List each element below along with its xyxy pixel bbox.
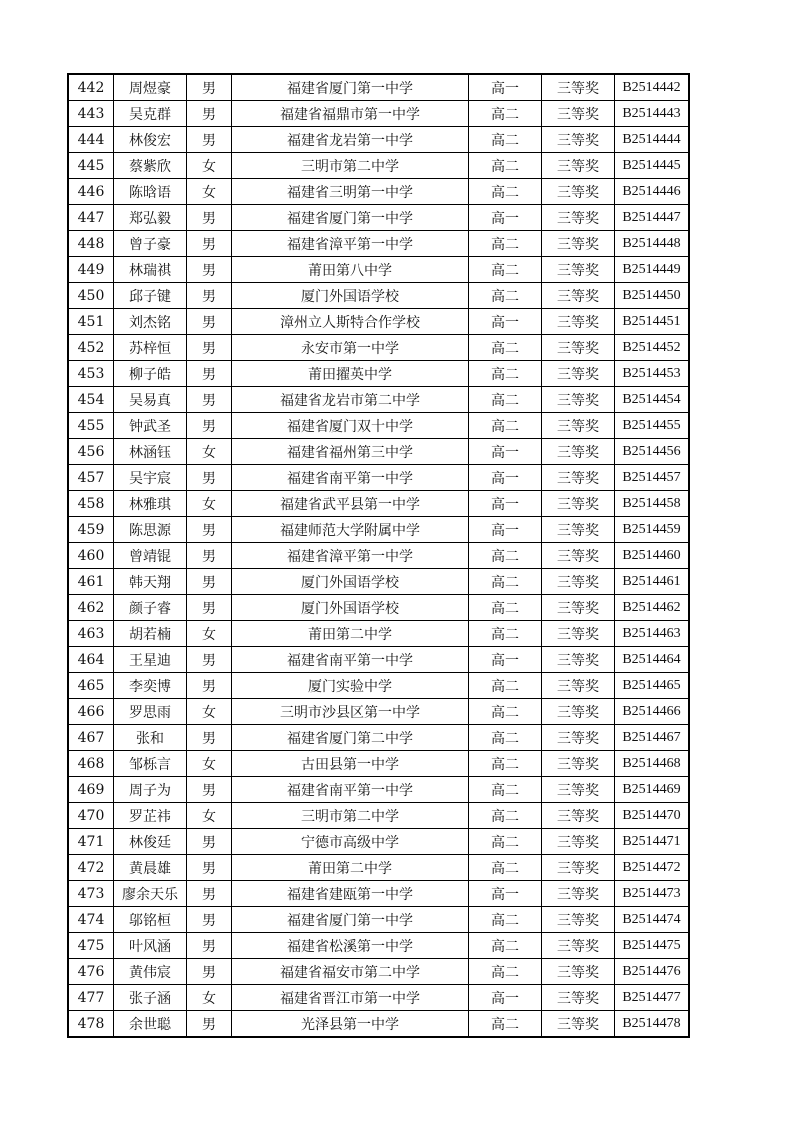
table-row xyxy=(68,179,689,205)
student-name: 张和 xyxy=(114,725,187,751)
grade: 高二 xyxy=(469,777,542,803)
student-name: 郑弘毅 xyxy=(114,205,187,231)
certificate-number: B2514465 xyxy=(615,673,690,699)
table-row xyxy=(68,751,689,777)
table-row xyxy=(68,153,689,179)
student-name: 周煜豪 xyxy=(114,74,187,101)
student-gender: 男 xyxy=(187,101,232,127)
school-name: 永安市第一中学 xyxy=(232,335,469,361)
award-level: 三等奖 xyxy=(542,101,615,127)
award-level: 三等奖 xyxy=(542,933,615,959)
award-level: 三等奖 xyxy=(542,413,615,439)
grade: 高二 xyxy=(469,387,542,413)
school-name: 福建省龙岩市第二中学 xyxy=(232,387,469,413)
school-name: 福建省厦门第二中学 xyxy=(232,725,469,751)
award-level: 三等奖 xyxy=(542,751,615,777)
table-row xyxy=(68,74,689,101)
table-row xyxy=(68,309,689,335)
certificate-number: B2514469 xyxy=(615,777,690,803)
award-level: 三等奖 xyxy=(542,569,615,595)
row-number: 458 xyxy=(68,491,114,517)
grade: 高二 xyxy=(469,257,542,283)
award-table xyxy=(67,73,690,1038)
grade: 高二 xyxy=(469,725,542,751)
certificate-number: B2514474 xyxy=(615,907,690,933)
student-name: 罗思雨 xyxy=(114,699,187,725)
table-row xyxy=(68,413,689,439)
school-name: 三明市第二中学 xyxy=(232,803,469,829)
student-gender: 男 xyxy=(187,257,232,283)
certificate-number: B2514449 xyxy=(615,257,690,283)
table-row xyxy=(68,517,689,543)
school-name: 古田县第一中学 xyxy=(232,751,469,777)
school-name: 福建省三明第一中学 xyxy=(232,179,469,205)
certificate-number: B2514442 xyxy=(615,74,690,101)
school-name: 福建省南平第一中学 xyxy=(232,647,469,673)
award-level: 三等奖 xyxy=(542,127,615,153)
certificate-number: B2514456 xyxy=(615,439,690,465)
school-name: 福建省厦门第一中学 xyxy=(232,205,469,231)
student-gender: 女 xyxy=(187,153,232,179)
grade: 高一 xyxy=(469,985,542,1011)
student-gender: 男 xyxy=(187,647,232,673)
certificate-number: B2514464 xyxy=(615,647,690,673)
grade: 高二 xyxy=(469,595,542,621)
award-level: 三等奖 xyxy=(542,543,615,569)
award-level: 三等奖 xyxy=(542,309,615,335)
school-name: 三明市沙县区第一中学 xyxy=(232,699,469,725)
student-name: 邬铭桓 xyxy=(114,907,187,933)
school-name: 福建省龙岩第一中学 xyxy=(232,127,469,153)
school-name: 福建省南平第一中学 xyxy=(232,777,469,803)
certificate-number: B2514473 xyxy=(615,881,690,907)
table-row xyxy=(68,569,689,595)
table-row xyxy=(68,777,689,803)
student-name: 王星迪 xyxy=(114,647,187,673)
table-row xyxy=(68,907,689,933)
award-level: 三等奖 xyxy=(542,205,615,231)
school-name: 漳州立人斯特合作学校 xyxy=(232,309,469,335)
school-name: 光泽县第一中学 xyxy=(232,1011,469,1038)
table-row xyxy=(68,387,689,413)
row-number: 476 xyxy=(68,959,114,985)
grade: 高一 xyxy=(469,205,542,231)
row-number: 478 xyxy=(68,1011,114,1038)
row-number: 448 xyxy=(68,231,114,257)
award-level: 三等奖 xyxy=(542,231,615,257)
table-row xyxy=(68,335,689,361)
grade: 高二 xyxy=(469,621,542,647)
table-row xyxy=(68,647,689,673)
table-row xyxy=(68,1011,689,1038)
table-row xyxy=(68,491,689,517)
student-gender: 男 xyxy=(187,335,232,361)
row-number: 459 xyxy=(68,517,114,543)
award-level: 三等奖 xyxy=(542,881,615,907)
award-level: 三等奖 xyxy=(542,179,615,205)
school-name: 福建省厦门第一中学 xyxy=(232,907,469,933)
student-name: 刘杰铭 xyxy=(114,309,187,335)
grade: 高二 xyxy=(469,855,542,881)
student-gender: 男 xyxy=(187,309,232,335)
grade: 高一 xyxy=(469,74,542,101)
school-name: 福建省建瓯第一中学 xyxy=(232,881,469,907)
certificate-number: B2514478 xyxy=(615,1011,690,1038)
student-name: 吴宇宸 xyxy=(114,465,187,491)
student-gender: 女 xyxy=(187,439,232,465)
table-row xyxy=(68,595,689,621)
grade: 高二 xyxy=(469,751,542,777)
student-gender: 男 xyxy=(187,777,232,803)
grade: 高一 xyxy=(469,647,542,673)
student-name: 钟武圣 xyxy=(114,413,187,439)
award-level: 三等奖 xyxy=(542,74,615,101)
school-name: 福建省武平县第一中学 xyxy=(232,491,469,517)
student-name: 林雅琪 xyxy=(114,491,187,517)
certificate-number: B2514459 xyxy=(615,517,690,543)
student-gender: 男 xyxy=(187,465,232,491)
certificate-number: B2514455 xyxy=(615,413,690,439)
table-row xyxy=(68,985,689,1011)
award-level: 三等奖 xyxy=(542,621,615,647)
school-name: 福建省厦门第一中学 xyxy=(232,74,469,101)
award-level: 三等奖 xyxy=(542,517,615,543)
student-gender: 女 xyxy=(187,803,232,829)
student-name: 蔡紫欣 xyxy=(114,153,187,179)
certificate-number: B2514470 xyxy=(615,803,690,829)
student-name: 吴易真 xyxy=(114,387,187,413)
student-name: 林瑞祺 xyxy=(114,257,187,283)
school-name: 福建省福安市第二中学 xyxy=(232,959,469,985)
student-gender: 男 xyxy=(187,829,232,855)
school-name: 厦门外国语学校 xyxy=(232,569,469,595)
table-row xyxy=(68,543,689,569)
student-gender: 男 xyxy=(187,725,232,751)
certificate-number: B2514463 xyxy=(615,621,690,647)
row-number: 471 xyxy=(68,829,114,855)
row-number: 446 xyxy=(68,179,114,205)
student-name: 胡若楠 xyxy=(114,621,187,647)
student-gender: 男 xyxy=(187,74,232,101)
row-number: 455 xyxy=(68,413,114,439)
student-name: 廖余天乐 xyxy=(114,881,187,907)
row-number: 449 xyxy=(68,257,114,283)
student-gender: 男 xyxy=(187,543,232,569)
student-name: 吴克群 xyxy=(114,101,187,127)
school-name: 莆田第二中学 xyxy=(232,621,469,647)
grade: 高二 xyxy=(469,335,542,361)
grade: 高二 xyxy=(469,907,542,933)
student-gender: 男 xyxy=(187,959,232,985)
table-row xyxy=(68,361,689,387)
award-level: 三等奖 xyxy=(542,335,615,361)
student-gender: 男 xyxy=(187,933,232,959)
student-gender: 男 xyxy=(187,413,232,439)
school-name: 福建省松溪第一中学 xyxy=(232,933,469,959)
award-level: 三等奖 xyxy=(542,855,615,881)
certificate-number: B2514443 xyxy=(615,101,690,127)
student-name: 陈晗语 xyxy=(114,179,187,205)
grade: 高二 xyxy=(469,829,542,855)
student-name: 陈思源 xyxy=(114,517,187,543)
award-level: 三等奖 xyxy=(542,699,615,725)
school-name: 莆田擢英中学 xyxy=(232,361,469,387)
certificate-number: B2514452 xyxy=(615,335,690,361)
row-number: 469 xyxy=(68,777,114,803)
student-name: 邹栎言 xyxy=(114,751,187,777)
grade: 高二 xyxy=(469,543,542,569)
student-gender: 女 xyxy=(187,179,232,205)
grade: 高二 xyxy=(469,1011,542,1038)
certificate-number: B2514454 xyxy=(615,387,690,413)
student-gender: 男 xyxy=(187,1011,232,1038)
table-row xyxy=(68,439,689,465)
award-level: 三等奖 xyxy=(542,361,615,387)
student-name: 柳子皓 xyxy=(114,361,187,387)
certificate-number: B2514462 xyxy=(615,595,690,621)
certificate-number: B2514453 xyxy=(615,361,690,387)
row-number: 462 xyxy=(68,595,114,621)
row-number: 450 xyxy=(68,283,114,309)
school-name: 厦门外国语学校 xyxy=(232,283,469,309)
student-name: 罗芷祎 xyxy=(114,803,187,829)
table-row xyxy=(68,803,689,829)
certificate-number: B2514444 xyxy=(615,127,690,153)
school-name: 福建省南平第一中学 xyxy=(232,465,469,491)
grade: 高二 xyxy=(469,699,542,725)
school-name: 福建省福州第三中学 xyxy=(232,439,469,465)
award-level: 三等奖 xyxy=(542,257,615,283)
certificate-number: B2514476 xyxy=(615,959,690,985)
row-number: 465 xyxy=(68,673,114,699)
row-number: 442 xyxy=(68,74,114,101)
award-level: 三等奖 xyxy=(542,283,615,309)
grade: 高二 xyxy=(469,959,542,985)
school-name: 福建省福鼎市第一中学 xyxy=(232,101,469,127)
student-gender: 男 xyxy=(187,881,232,907)
school-name: 三明市第二中学 xyxy=(232,153,469,179)
certificate-number: B2514460 xyxy=(615,543,690,569)
award-level: 三等奖 xyxy=(542,725,615,751)
grade: 高一 xyxy=(469,465,542,491)
table-row xyxy=(68,127,689,153)
award-level: 三等奖 xyxy=(542,829,615,855)
student-gender: 女 xyxy=(187,621,232,647)
school-name: 莆田第二中学 xyxy=(232,855,469,881)
certificate-number: B2514448 xyxy=(615,231,690,257)
certificate-number: B2514447 xyxy=(615,205,690,231)
student-gender: 男 xyxy=(187,595,232,621)
student-gender: 男 xyxy=(187,127,232,153)
certificate-number: B2514477 xyxy=(615,985,690,1011)
certificate-number: B2514475 xyxy=(615,933,690,959)
award-level: 三等奖 xyxy=(542,673,615,699)
student-name: 余世聪 xyxy=(114,1011,187,1038)
row-number: 456 xyxy=(68,439,114,465)
certificate-number: B2514466 xyxy=(615,699,690,725)
table-row xyxy=(68,205,689,231)
table-body xyxy=(68,74,689,1037)
student-name: 曾子豪 xyxy=(114,231,187,257)
grade: 高一 xyxy=(469,517,542,543)
certificate-number: B2514461 xyxy=(615,569,690,595)
grade: 高二 xyxy=(469,101,542,127)
certificate-number: B2514467 xyxy=(615,725,690,751)
table-row xyxy=(68,257,689,283)
school-name: 宁德市高级中学 xyxy=(232,829,469,855)
school-name: 厦门实验中学 xyxy=(232,673,469,699)
row-number: 472 xyxy=(68,855,114,881)
row-number: 454 xyxy=(68,387,114,413)
table-row xyxy=(68,465,689,491)
table-row xyxy=(68,725,689,751)
table-row xyxy=(68,959,689,985)
row-number: 453 xyxy=(68,361,114,387)
student-gender: 男 xyxy=(187,231,232,257)
student-name: 林涵钰 xyxy=(114,439,187,465)
student-name: 林俊宏 xyxy=(114,127,187,153)
award-level: 三等奖 xyxy=(542,647,615,673)
student-gender: 男 xyxy=(187,569,232,595)
certificate-number: B2514446 xyxy=(615,179,690,205)
row-number: 468 xyxy=(68,751,114,777)
student-gender: 男 xyxy=(187,205,232,231)
grade: 高二 xyxy=(469,283,542,309)
student-name: 周子为 xyxy=(114,777,187,803)
student-gender: 男 xyxy=(187,387,232,413)
grade: 高一 xyxy=(469,439,542,465)
award-level: 三等奖 xyxy=(542,491,615,517)
award-level: 三等奖 xyxy=(542,439,615,465)
row-number: 464 xyxy=(68,647,114,673)
student-name: 李奕博 xyxy=(114,673,187,699)
school-name: 福建师范大学附属中学 xyxy=(232,517,469,543)
table-row xyxy=(68,673,689,699)
certificate-number: B2514472 xyxy=(615,855,690,881)
grade: 高二 xyxy=(469,153,542,179)
certificate-number: B2514471 xyxy=(615,829,690,855)
row-number: 444 xyxy=(68,127,114,153)
student-gender: 女 xyxy=(187,751,232,777)
student-name: 黄晨雄 xyxy=(114,855,187,881)
student-gender: 男 xyxy=(187,517,232,543)
student-name: 苏梓恒 xyxy=(114,335,187,361)
student-name: 韩天翔 xyxy=(114,569,187,595)
table-row xyxy=(68,933,689,959)
grade: 高二 xyxy=(469,231,542,257)
award-level: 三等奖 xyxy=(542,959,615,985)
grade: 高二 xyxy=(469,673,542,699)
student-gender: 女 xyxy=(187,699,232,725)
student-name: 林俊廷 xyxy=(114,829,187,855)
student-name: 叶风涵 xyxy=(114,933,187,959)
grade: 高一 xyxy=(469,491,542,517)
table-row xyxy=(68,101,689,127)
school-name: 福建省漳平第一中学 xyxy=(232,231,469,257)
certificate-number: B2514457 xyxy=(615,465,690,491)
table-row xyxy=(68,621,689,647)
row-number: 451 xyxy=(68,309,114,335)
row-number: 460 xyxy=(68,543,114,569)
certificate-number: B2514458 xyxy=(615,491,690,517)
student-name: 曾靖锟 xyxy=(114,543,187,569)
school-name: 厦门外国语学校 xyxy=(232,595,469,621)
grade: 高二 xyxy=(469,569,542,595)
school-name: 莆田第八中学 xyxy=(232,257,469,283)
grade: 高一 xyxy=(469,881,542,907)
grade: 高一 xyxy=(469,309,542,335)
row-number: 475 xyxy=(68,933,114,959)
row-number: 445 xyxy=(68,153,114,179)
school-name: 福建省晋江市第一中学 xyxy=(232,985,469,1011)
table-row xyxy=(68,855,689,881)
student-gender: 女 xyxy=(187,491,232,517)
student-name: 黄伟宸 xyxy=(114,959,187,985)
row-number: 477 xyxy=(68,985,114,1011)
student-name: 张子涵 xyxy=(114,985,187,1011)
row-number: 461 xyxy=(68,569,114,595)
row-number: 463 xyxy=(68,621,114,647)
grade: 高二 xyxy=(469,361,542,387)
award-level: 三等奖 xyxy=(542,985,615,1011)
grade: 高二 xyxy=(469,803,542,829)
student-name: 颜子睿 xyxy=(114,595,187,621)
table-row xyxy=(68,881,689,907)
row-number: 473 xyxy=(68,881,114,907)
award-level: 三等奖 xyxy=(542,153,615,179)
award-level: 三等奖 xyxy=(542,1011,615,1038)
table-row xyxy=(68,231,689,257)
grade: 高二 xyxy=(469,127,542,153)
award-level: 三等奖 xyxy=(542,465,615,491)
row-number: 443 xyxy=(68,101,114,127)
table-row xyxy=(68,283,689,309)
grade: 高二 xyxy=(469,179,542,205)
student-gender: 男 xyxy=(187,283,232,309)
grade: 高二 xyxy=(469,413,542,439)
student-name: 邱子键 xyxy=(114,283,187,309)
row-number: 457 xyxy=(68,465,114,491)
student-gender: 男 xyxy=(187,907,232,933)
student-gender: 男 xyxy=(187,361,232,387)
award-level: 三等奖 xyxy=(542,803,615,829)
school-name: 福建省厦门双十中学 xyxy=(232,413,469,439)
award-level: 三等奖 xyxy=(542,907,615,933)
award-level: 三等奖 xyxy=(542,595,615,621)
table-row xyxy=(68,699,689,725)
student-gender: 男 xyxy=(187,673,232,699)
student-gender: 女 xyxy=(187,985,232,1011)
row-number: 474 xyxy=(68,907,114,933)
certificate-number: B2514451 xyxy=(615,309,690,335)
table-row xyxy=(68,829,689,855)
row-number: 466 xyxy=(68,699,114,725)
row-number: 447 xyxy=(68,205,114,231)
student-gender: 男 xyxy=(187,855,232,881)
award-level: 三等奖 xyxy=(542,387,615,413)
school-name: 福建省漳平第一中学 xyxy=(232,543,469,569)
certificate-number: B2514450 xyxy=(615,283,690,309)
certificate-number: B2514468 xyxy=(615,751,690,777)
row-number: 470 xyxy=(68,803,114,829)
award-level: 三等奖 xyxy=(542,777,615,803)
row-number: 467 xyxy=(68,725,114,751)
grade: 高二 xyxy=(469,933,542,959)
certificate-number: B2514445 xyxy=(615,153,690,179)
row-number: 452 xyxy=(68,335,114,361)
